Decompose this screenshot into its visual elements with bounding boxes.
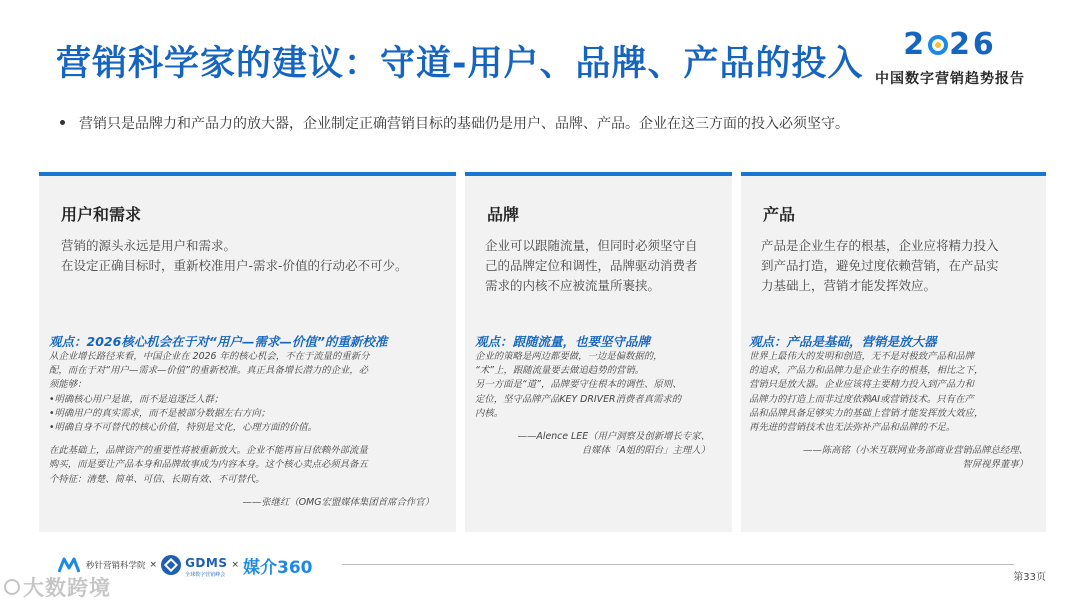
desc-line: 在设定正确目标时，重新校准用户-需求-价值的行动必不可少。 [61,258,408,273]
quote-line: 世界上最伟大的发明和创造，无不是对极致产品和品牌 [749,351,975,362]
logo-separator: × [149,560,158,570]
quote-attribution [518,430,710,458]
bullet-dot-icon [60,120,65,125]
attribution-line: 自媒体「A姐的阳台」主理人） [581,445,710,457]
quote-line: 的追求，产品力和品牌力是企业生存的根基，相比之下， [749,365,984,377]
quote-line: “术”上，跟随流量要去做追趋势的营销。 [475,365,645,377]
viewpoint-title: 观点：2026核心机会在于对“用户—需求—价值”的重新校准 [49,334,388,349]
intro-bullet [60,113,849,133]
card-user-demand [39,172,456,532]
desc-line: 到产品打造，避免过度依赖营销，在产品实 [761,258,999,273]
intro-text: 营销只是品牌力和产品力的放大器，企业制定正确营销目标的基础仍是用户、品牌、产品。企业在这三方面的投入必须坚守。 [79,116,849,132]
quote-line: 品和品牌具备足够实力的基础上营销才能发挥放大效应， [749,407,984,419]
watermark: 大数跨境 [4,572,111,602]
attribution-line: ——陈高铭（小米互联网业务部商业营销品牌总经理、 [802,445,1028,456]
quote-line: 再先进的营销技术也无法弥补产品和品牌的不足。 [749,422,956,434]
brand-zero-icon [928,35,948,55]
quote-line: •明确用户的真实需求，而不是被部分数据左右方向； [49,407,271,419]
brand-year: 2 26 [903,27,997,62]
quote-line: 购买，而是要让产品本身和品牌故事成为内容本身。这个核心卖点必须具备五 [49,459,368,471]
brand-subtitle: 中国数字营销趋势报告 [875,71,1025,87]
desc-line: 产品是企业生存的根基，企业应将精力投入 [761,238,999,253]
page-title: 营销科学家的建议：守道-用户、品牌、产品的投入 [56,44,864,84]
quote-attribution [803,444,1028,472]
quote-line: 营销只是放大器。企业应该将主要精力投入到产品力和 [749,379,975,391]
attribution-line: 智屏视界董事） [962,459,1028,471]
card-product [741,172,1046,532]
gdms-logo [161,552,227,578]
attribution-line: ——张继红（OMG宏盟媒体集团首席合作官） [242,497,434,508]
page-number: 第33页 [1013,572,1046,583]
card-description [761,236,999,296]
meijie360-logo: 媒介360 [243,557,313,578]
quote-line: •明确核心用户是谁，而不是追逐泛人群； [49,393,224,405]
card-title: 产品 [763,205,796,224]
quote-line: 个特征：清楚、简单、可信、长期有效、不可替代。 [49,473,265,485]
viewpoint-title: 观点：产品是基础，营销是放大器 [749,334,937,349]
desc-line: 己的品牌定位和调性，品牌驱动消费者 [485,258,698,273]
desc-line: 力基础上，营销才能发挥效应。 [761,278,937,293]
footer-divider [342,564,1014,565]
viewpoint-quote [749,350,1041,435]
quote-attribution [243,496,434,510]
attribution-line: ——Alence LEE（用户洞察及创新增长专家、 [517,431,710,442]
desc-line: 企业可以跟随流量，但同时必须坚守自 [485,238,698,253]
card-description [61,236,408,276]
quote-line: 企业的策略是两边都要做，一边是偏数据的， [475,351,663,362]
gdms-logo-text: GDMS [185,556,228,570]
card-title: 用户和需求 [61,205,142,224]
miaozhen-logo-text: 秒针营销科学院 [86,561,146,571]
logo-separator: × [231,560,240,570]
spacer [49,435,449,444]
card-title: 品牌 [487,205,520,224]
quote-line: 内核。 [475,407,504,419]
quote-line: 在此基础上，品牌资产的重要性将被重新放大。企业不能再盲目依赖外部流量 [49,445,368,457]
report-brand [864,28,1036,88]
quote-line: 须能够： [49,379,87,391]
quote-line: •明确自身不可替代的核心价值，特别是文化，心理方面的价值。 [49,422,318,434]
watermark-logo-icon [4,579,20,595]
viewpoint-quote [49,350,449,487]
gdms-logo-icon [161,555,181,575]
viewpoint-quote [475,350,725,421]
card-brand [465,172,732,532]
viewpoint-title: 观点：跟随流量，也要坚守品牌 [475,334,651,349]
desc-line: 需求的内核不应被流量所裹挟。 [485,278,661,293]
quote-line: 另一方面是“道”，品牌要守住根本的调性、原则、 [475,379,682,391]
gdms-logo-subtext: 全球数字营销峰会 [185,572,226,578]
quote-line: 定位，坚守品牌产品KEY DRIVER消费者真需求的 [475,393,682,405]
quote-line: 配，而在于对“用户—需求—价值”的重新校准。真正具备增长潜力的企业，必 [49,365,369,377]
quote-line: 从企业增长路径来看，中国企业在 2026 年的核心机会，不在于流量的重新分 [49,351,370,362]
card-description [485,236,698,296]
desc-line: 营销的源头永远是用户和需求。 [61,238,237,253]
quote-line: 品牌力的打造上而非过度依赖AI或营销技术。只有在产 [749,393,974,405]
